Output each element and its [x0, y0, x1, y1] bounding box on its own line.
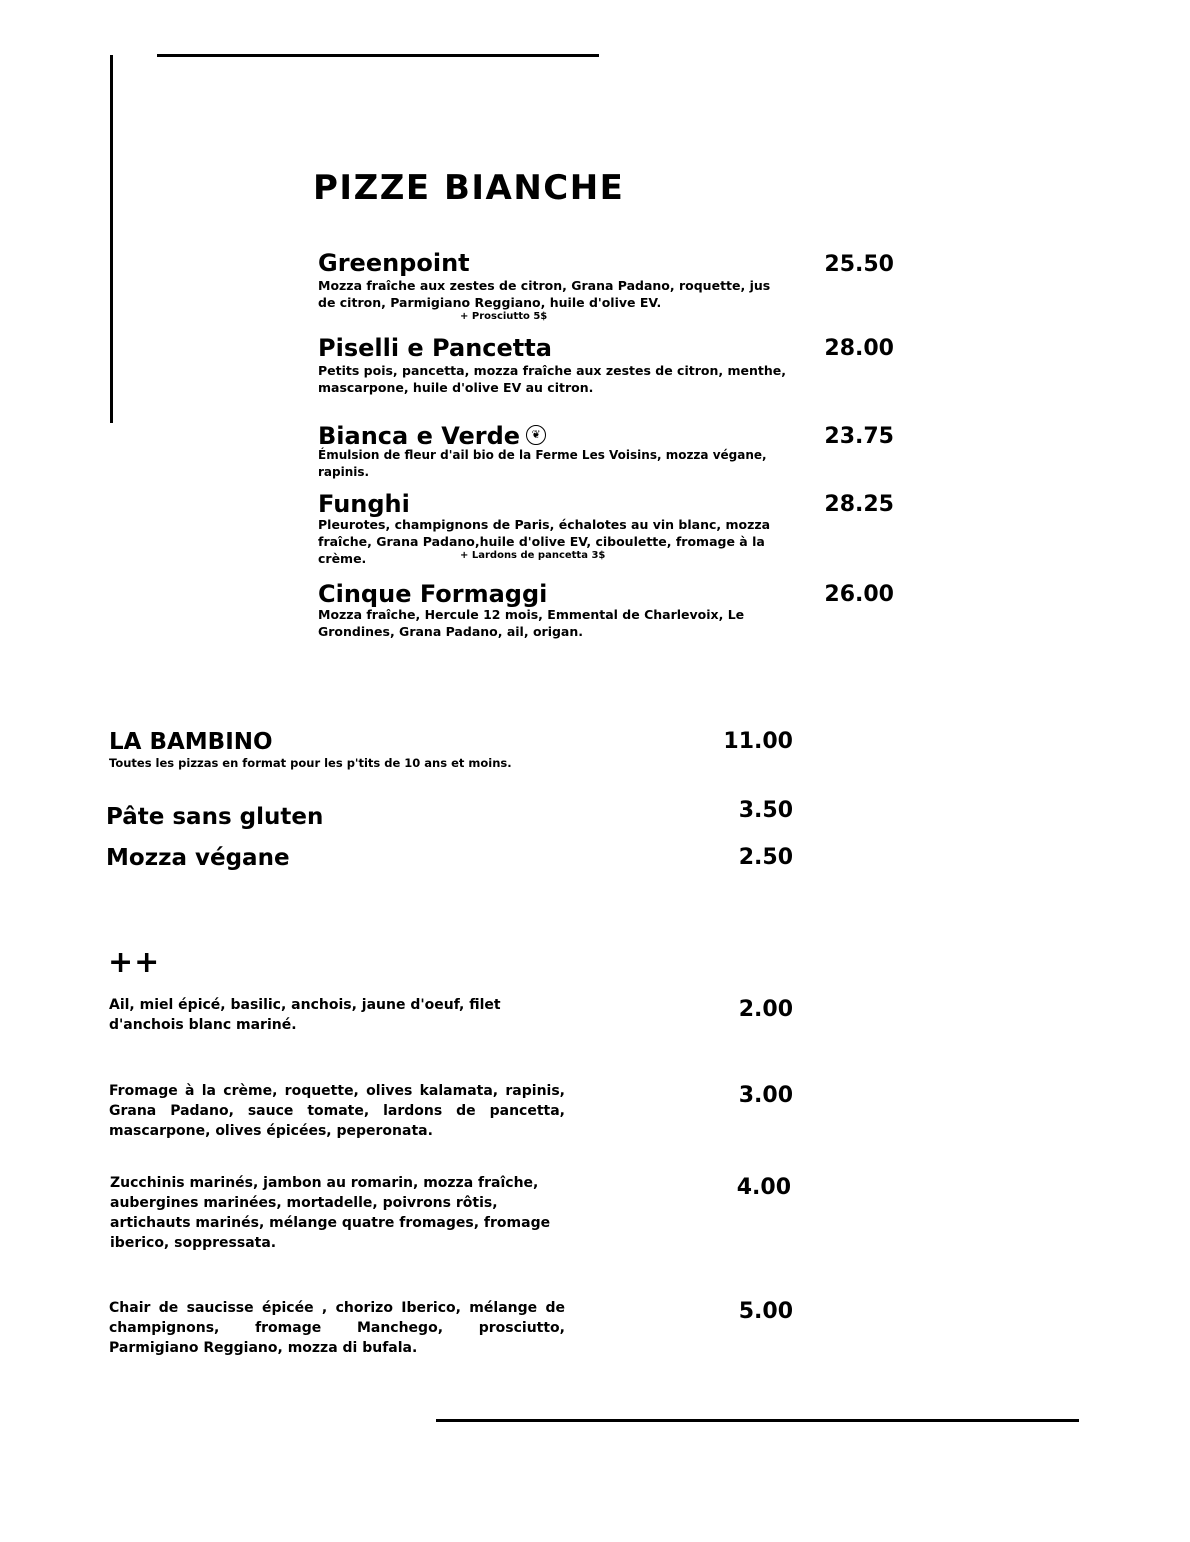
option-name-gluten-free: Pâte sans gluten	[106, 804, 324, 830]
pizza-desc-greenpoint: Mozza fraîche aux zestes de citron, Grana Padano, roquette, jus de citron, Parmigiano Reggiano, huile d'olive EV.	[318, 278, 771, 310]
pizza-desc-cinque-formaggi: Mozza fraîche, Hercule 12 mois, Emmental de Charlevoix, Le Grondines, Grana Padano, ail, origan.	[318, 607, 745, 639]
pizza-name-piselli-e-pancetta: Piselli e Pancetta	[318, 334, 552, 362]
pizza-name-cinque-formaggi: Cinque Formaggi	[318, 580, 548, 608]
pizza-desc-funghi: Pleurotes, champignons de Paris, échalotes au vin blanc, mozza fraîche, Grana Padano,huile d'olive EV, ciboulette, fromage à la crème.	[318, 517, 771, 566]
bottom-rule	[436, 1419, 1079, 1422]
addon-group-5: Chair de saucisse épicée , chorizo Iberico, mélange de champignons, fromage Manchego, prosciutto, Parmigiano Reggiano, mozza di bufala.	[109, 1300, 565, 1356]
left-rule	[110, 55, 113, 423]
pizza-price-bianca-e-verde: 23.75	[824, 424, 894, 449]
addon-price-2: 2.00	[738, 997, 793, 1022]
addon-group-2: Ail, miel épicé, basilic, anchois, jaune d'oeuf, filet d'anchois blanc mariné.	[109, 997, 501, 1033]
addon-price-3: 3.00	[738, 1083, 793, 1108]
addon-group-4: Zucchinis marinés, jambon au romarin, mozza fraîche, aubergines marinées, mortadelle, poivrons rôtis, artichauts marinés, mélange quatre fromages, fromage iberico, soppressata.	[110, 1175, 551, 1251]
pizza-extra-funghi: + Lardons de pancetta 3$	[460, 550, 606, 561]
addons-title: ++	[108, 945, 161, 980]
pizza-price-cinque-formaggi: 26.00	[824, 582, 894, 607]
pizza-extra-greenpoint: + Prosciutto 5$	[460, 311, 548, 322]
addon-price-5: 5.00	[738, 1299, 793, 1324]
addon-price-4: 4.00	[736, 1175, 791, 1200]
addon-group-3: Fromage à la crème, roquette, olives kalamata, rapinis, Grana Padano, sauce tomate, lardons de pancetta, mascarpone, olives épicées, peperonata.	[109, 1083, 565, 1139]
pizza-name-funghi: Funghi	[318, 490, 410, 518]
pizza-desc-piselli-e-pancetta: Petits pois, pancetta, mozza fraîche aux zestes de citron, menthe, mascarpone, huile d'olive EV au citron.	[318, 363, 786, 395]
pizza-price-funghi: 28.25	[824, 492, 894, 517]
vegan-leaf-icon: ❦	[526, 425, 546, 445]
top-rule	[157, 54, 599, 57]
pizza-name-greenpoint: Greenpoint	[318, 249, 470, 277]
option-name-vegan-mozza: Mozza végane	[106, 845, 290, 871]
pizza-price-piselli-e-pancetta: 28.00	[824, 336, 894, 361]
pizza-name-bianca-e-verde-label: Bianca e Verde	[318, 422, 521, 450]
option-price-gluten-free: 3.50	[738, 798, 793, 823]
pizza-price-greenpoint: 25.50	[824, 252, 894, 277]
bambino-price: 11.00	[723, 729, 793, 754]
bambino-name: LA BAMBINO	[109, 729, 273, 755]
option-price-vegan-mozza: 2.50	[738, 845, 793, 870]
pizza-name-bianca-e-verde	[318, 422, 546, 450]
pizza-desc-bianca-e-verde: Émulsion de fleur d'ail bio de la Ferme Les Voisins, mozza végane, rapinis.	[318, 448, 767, 479]
bambino-note: Toutes les pizzas en format pour les p'tits de 10 ans et moins.	[109, 756, 512, 770]
section-title-pizze-bianche: PIZZE BIANCHE	[313, 168, 625, 208]
